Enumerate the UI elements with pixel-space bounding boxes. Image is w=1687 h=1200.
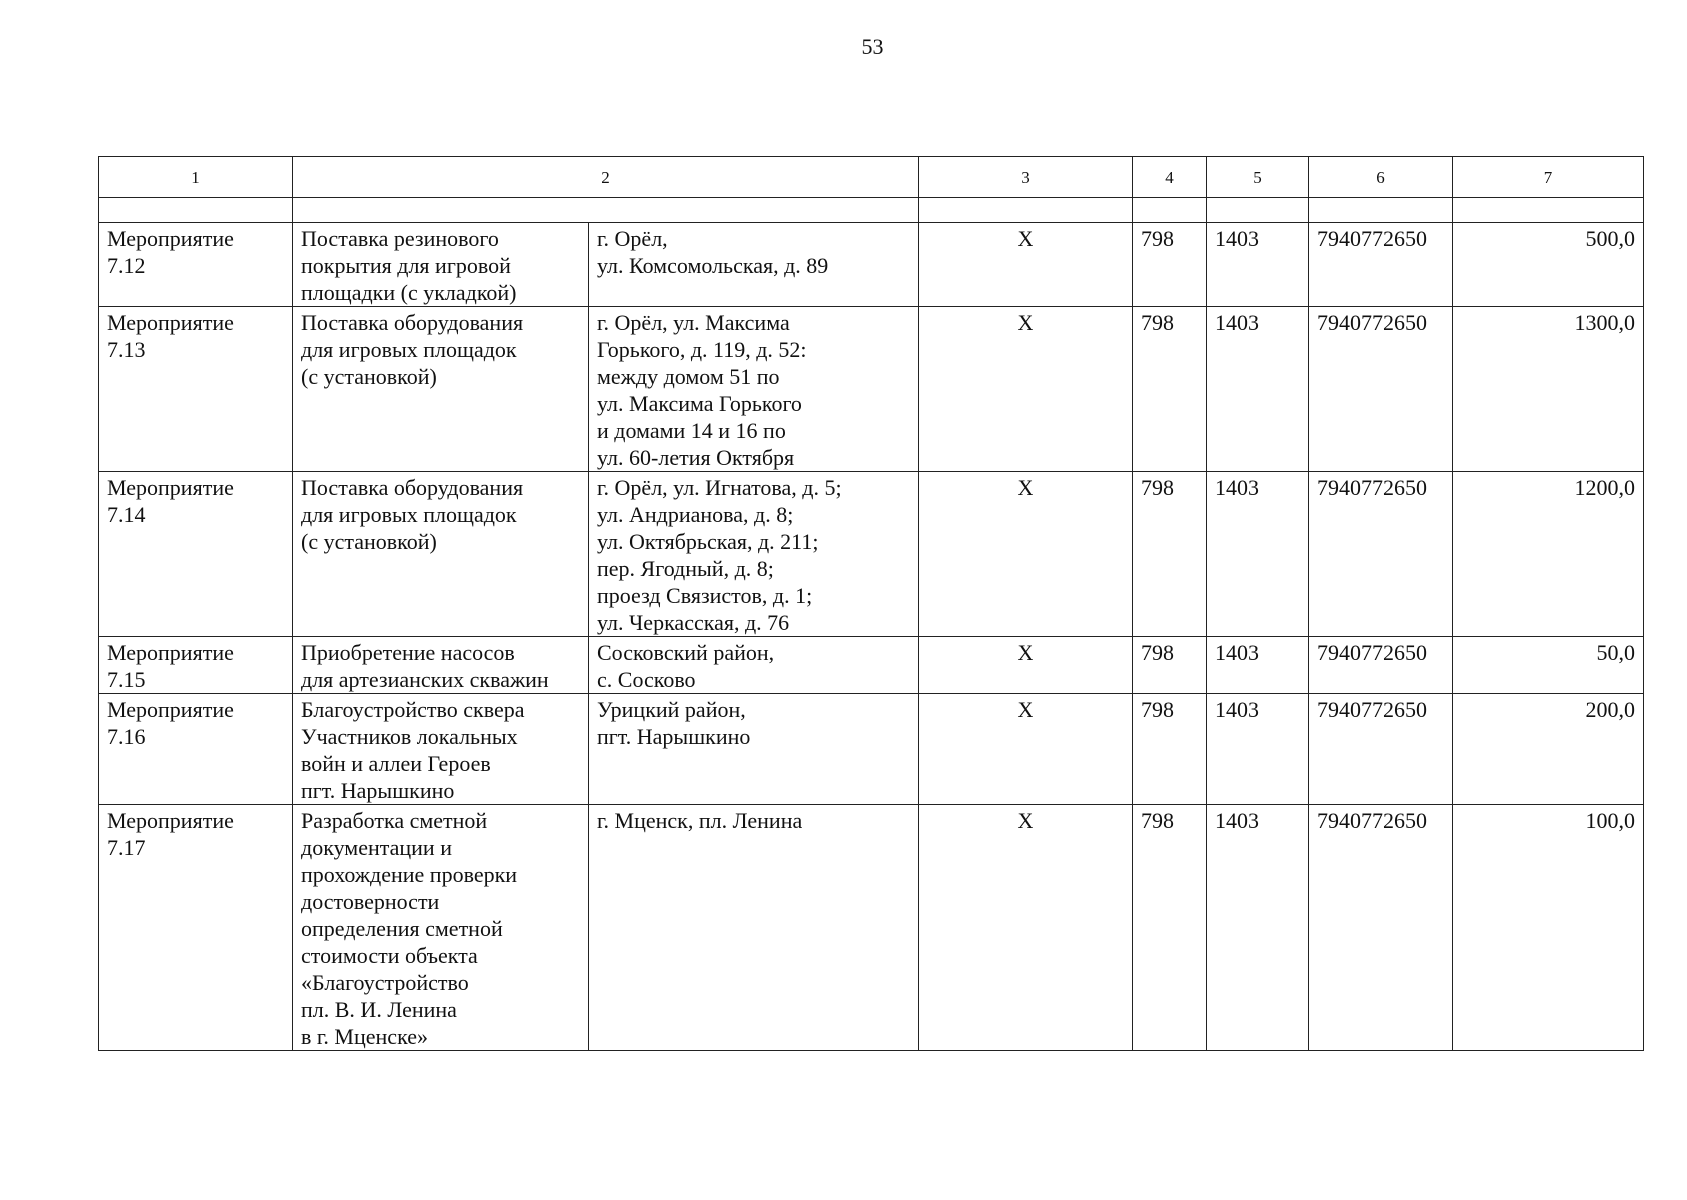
measure-description-cell-line: для игровых площадок: [301, 337, 517, 362]
measure-address-cell-line: ул. Черкасская, д. 76: [597, 610, 790, 635]
spacer-cell: [1207, 198, 1309, 223]
col-7-cell: 100,0: [1453, 805, 1644, 1051]
measure-name-cell-line: 7.14: [107, 502, 146, 527]
measure-address-cell-line: ул. 60-летия Октября: [597, 445, 795, 470]
measure-description-cell-line: Поставка оборудования: [301, 310, 524, 335]
col-7-cell: 500,0: [1453, 223, 1644, 307]
col-6-cell: 7940772650: [1309, 472, 1453, 637]
header-col-3: 3: [919, 157, 1133, 198]
measure-description-cell-line: (с установкой): [301, 364, 437, 389]
measure-address-cell-line: г. Орёл, ул. Максима: [597, 310, 790, 335]
spacer-cell: [293, 198, 919, 223]
col-5-cell: 1403: [1207, 307, 1309, 472]
measure-description-cell: [293, 637, 589, 694]
spacer-cell: [1133, 198, 1207, 223]
col-3-cell: Х: [919, 307, 1133, 472]
col-7-cell: 50,0: [1453, 637, 1644, 694]
measure-description-cell-line: Поставка оборудования: [301, 475, 524, 500]
table-row: [99, 472, 1644, 637]
measure-name-cell: [99, 223, 293, 307]
spacer-cell: [919, 198, 1133, 223]
measure-address-cell-line: проезд Связистов, д. 1;: [597, 583, 813, 608]
col-6-cell: 7940772650: [1309, 307, 1453, 472]
table-row: [99, 307, 1644, 472]
measure-description-cell-line: (с установкой): [301, 529, 437, 554]
col-3-cell: Х: [919, 223, 1133, 307]
measure-address-cell: [589, 223, 919, 307]
table-row: [99, 694, 1644, 805]
spacer-cell: [99, 198, 293, 223]
measure-description-cell-line: в г. Мценске»: [301, 1024, 428, 1049]
measure-name-cell: [99, 637, 293, 694]
measure-name-cell-line: 7.12: [107, 253, 146, 278]
measure-description-cell-line: Приобретение насосов: [301, 640, 515, 665]
measure-address-cell-line: с. Сосково: [597, 667, 696, 692]
measure-address-cell-line: ул. Октябрьская, д. 211;: [597, 529, 819, 554]
measure-address-cell-line: и домами 14 и 16 по: [597, 418, 786, 443]
measure-description-cell-line: прохождение проверки: [301, 862, 518, 887]
col-3-cell: Х: [919, 805, 1133, 1051]
header-col-6: 6: [1309, 157, 1453, 198]
table-row: [99, 637, 1644, 694]
measure-name-cell-line: Мероприятие: [107, 697, 234, 722]
measure-address-cell-line: ул. Андрианова, д. 8;: [597, 502, 794, 527]
measure-name-cell-line: Мероприятие: [107, 310, 234, 335]
measure-name-cell: [99, 805, 293, 1051]
col-7-cell: 200,0: [1453, 694, 1644, 805]
measure-description-cell: [293, 472, 589, 637]
measure-address-cell: [589, 805, 919, 1051]
measure-address-cell-line: г. Орёл,: [597, 226, 668, 251]
col-5-cell: 1403: [1207, 637, 1309, 694]
header-col-1: 1: [99, 157, 293, 198]
measure-address-cell: [589, 637, 919, 694]
measure-name-cell-line: 7.17: [107, 835, 146, 860]
measure-address-cell: [589, 694, 919, 805]
measure-description-cell-line: войн и аллеи Героев: [301, 751, 491, 776]
measure-description-cell: [293, 694, 589, 805]
measure-description-cell-line: пгт. Нарышкино: [301, 778, 455, 803]
measure-description-cell-line: Участников локальных: [301, 724, 518, 749]
measure-address-cell-line: г. Мценск, пл. Ленина: [597, 808, 803, 833]
measure-name-cell: [99, 307, 293, 472]
measure-address-cell-line: ул. Максима Горького: [597, 391, 802, 416]
measure-description-cell-line: площадки (с укладкой): [301, 280, 517, 305]
measure-description-cell-line: Благоустройство сквера: [301, 697, 525, 722]
measure-description-cell-line: покрытия для игровой: [301, 253, 511, 278]
col-5-cell: 1403: [1207, 694, 1309, 805]
col-4-cell: 798: [1133, 637, 1207, 694]
measure-description-cell-line: определения сметной: [301, 916, 503, 941]
col-5-cell: 1403: [1207, 223, 1309, 307]
col-7-cell: 1300,0: [1453, 307, 1644, 472]
measure-name-cell: [99, 472, 293, 637]
measure-name-cell-line: Мероприятие: [107, 475, 234, 500]
spacer-cell: [1309, 198, 1453, 223]
measure-address-cell-line: Горького, д. 119, д. 52:: [597, 337, 807, 362]
col-6-cell: 7940772650: [1309, 805, 1453, 1051]
col-3-cell: Х: [919, 472, 1133, 637]
measure-description-cell-line: Разработка сметной: [301, 808, 488, 833]
col-4-cell: 798: [1133, 694, 1207, 805]
col-6-cell: 7940772650: [1309, 637, 1453, 694]
measure-description-cell: [293, 805, 589, 1051]
col-3-cell: Х: [919, 637, 1133, 694]
measure-description-cell: [293, 307, 589, 472]
header-col-5: 5: [1207, 157, 1309, 198]
measure-description-cell-line: достоверности: [301, 889, 440, 914]
header-spacer-row: [99, 198, 1644, 223]
measure-description-cell: [293, 223, 589, 307]
measure-name-cell-line: Мероприятие: [107, 640, 234, 665]
col-4-cell: 798: [1133, 307, 1207, 472]
measure-address-cell-line: Сосковский район,: [597, 640, 775, 665]
measure-address-cell-line: г. Орёл, ул. Игнатова, д. 5;: [597, 475, 842, 500]
measure-description-cell-line: для игровых площадок: [301, 502, 517, 527]
measure-description-cell-line: документации и: [301, 835, 452, 860]
table-row: [99, 805, 1644, 1051]
measure-name-cell-line: Мероприятие: [107, 226, 234, 251]
measure-description-cell-line: для артезианских скважин: [301, 667, 549, 692]
measure-address-cell: [589, 472, 919, 637]
col-4-cell: 798: [1133, 805, 1207, 1051]
col-5-cell: 1403: [1207, 472, 1309, 637]
measure-description-cell-line: пл. В. И. Ленина: [301, 997, 457, 1022]
col-4-cell: 798: [1133, 472, 1207, 637]
measure-address-cell-line: пгт. Нарышкино: [597, 724, 751, 749]
header-row: [99, 157, 1644, 198]
col-7-cell: 1200,0: [1453, 472, 1644, 637]
col-6-cell: 7940772650: [1309, 223, 1453, 307]
measure-name-cell-line: 7.13: [107, 337, 146, 362]
header-col-2: 2: [293, 157, 919, 198]
spacer-cell: [1453, 198, 1644, 223]
measure-address-cell-line: ул. Комсомольская, д. 89: [597, 253, 829, 278]
col-4-cell: 798: [1133, 223, 1207, 307]
measure-name-cell-line: Мероприятие: [107, 808, 234, 833]
measures-table: [98, 156, 1644, 1051]
header-col-4: 4: [1133, 157, 1207, 198]
measure-description-cell-line: стоимости объекта: [301, 943, 478, 968]
measure-description-cell-line: Поставка резинового: [301, 226, 499, 251]
measure-name-cell: [99, 694, 293, 805]
col-6-cell: 7940772650: [1309, 694, 1453, 805]
page-number: 53: [861, 34, 884, 59]
measure-name-cell-line: 7.16: [107, 724, 146, 749]
measure-description-cell-line: «Благоустройство: [301, 970, 469, 995]
header-col-7: 7: [1453, 157, 1644, 198]
col-3-cell: Х: [919, 694, 1133, 805]
measure-address-cell-line: Урицкий район,: [597, 697, 746, 722]
measure-address-cell-line: пер. Ягодный, д. 8;: [597, 556, 774, 581]
measure-address-cell-line: между домом 51 по: [597, 364, 780, 389]
measure-name-cell-line: 7.15: [107, 667, 146, 692]
measure-address-cell: [589, 307, 919, 472]
col-5-cell: 1403: [1207, 805, 1309, 1051]
table-row: [99, 223, 1644, 307]
